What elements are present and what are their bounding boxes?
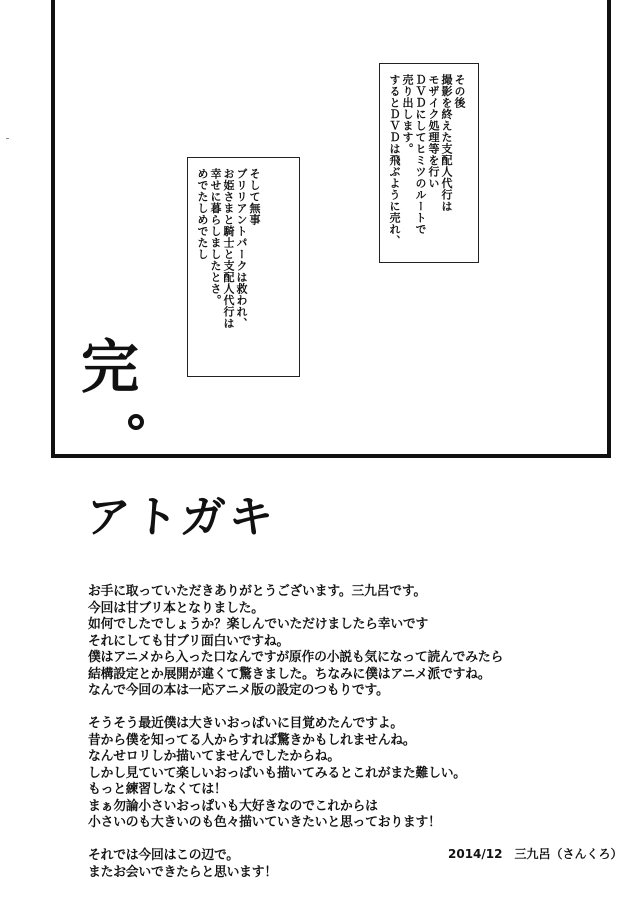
afterword-line: 結構設定とか展開が違くて驚きました。ちなみに僕はアニメ派ですね。 <box>88 666 491 682</box>
end-mark: 完 <box>81 333 134 401</box>
afterword-line: そうそう最近僕は大きいおっぱいに目覚めたんですよ。 <box>88 716 403 731</box>
afterword-paragraph-2 <box>88 716 608 832</box>
afterword-line: まぁ勿論小さいおっぱいも大好きなのでこれからは <box>88 798 378 814</box>
afterword-line: 今回は甘ブリ本となりました。 <box>88 600 264 616</box>
afterword-line: 如何でしたでしょうか？楽しんでいただけましたら幸いです <box>88 617 429 632</box>
caption-text-1: その後 撮影を終えた支配人代行は モザイク処理等を行い ＤＶＤにしてヒミツのルートで 売り出します。 するとＤＶＤは飛ぶように売れ、 <box>388 74 466 247</box>
paragraph-gap <box>88 700 608 717</box>
afterword-line: またお会いできたらと思います！ <box>88 864 277 880</box>
signature-date: 2014/12 三九呂（さんくろ） <box>448 847 623 861</box>
afterword-line: 昔から僕を知ってる人からすれば驚きかもしれませんね。 <box>88 732 416 748</box>
manga-panel <box>51 0 611 458</box>
afterword-line: それでは今回はこの辺で。 <box>88 848 239 863</box>
afterword-title: アトガキ <box>84 492 279 543</box>
scan-edge-mark <box>6 138 9 139</box>
afterword-line: それにしても甘ブリ面白いですね。 <box>88 633 290 649</box>
afterword-line: お手に取っていただきありがとうございます。三九呂です。 <box>88 584 427 599</box>
afterword-line: 小さいのも大きいのも色々描いていきたいと思っております！ <box>88 815 441 830</box>
caption-box-1 <box>379 63 479 263</box>
afterword-line: 僕はアニメから入った口なんですが原作の小説も気になって読んでみたら <box>88 650 504 665</box>
afterword-line: しかし見ていて楽しいおっぱいも描いてみるとこれがまた難しい。 <box>88 765 466 781</box>
end-mark-dot <box>128 414 144 430</box>
afterword-line: なんせロリしか描いてませんでしたからね。 <box>88 749 340 764</box>
caption-box-2 <box>187 157 300 377</box>
caption-text-2: そして無事 ブリリアントパークは救われ、 お姫さまと騎士と支配人代行は 幸せに暮らしましたとさ。 めでたしめでたし <box>196 168 261 329</box>
afterword-line: もっと練習しなくては！ <box>88 782 227 797</box>
afterword-paragraph-1 <box>88 584 608 700</box>
afterword-line: なんで今回の本は一応アニメ版の設定のつもりです。 <box>88 683 389 698</box>
afterword-body <box>88 584 608 881</box>
